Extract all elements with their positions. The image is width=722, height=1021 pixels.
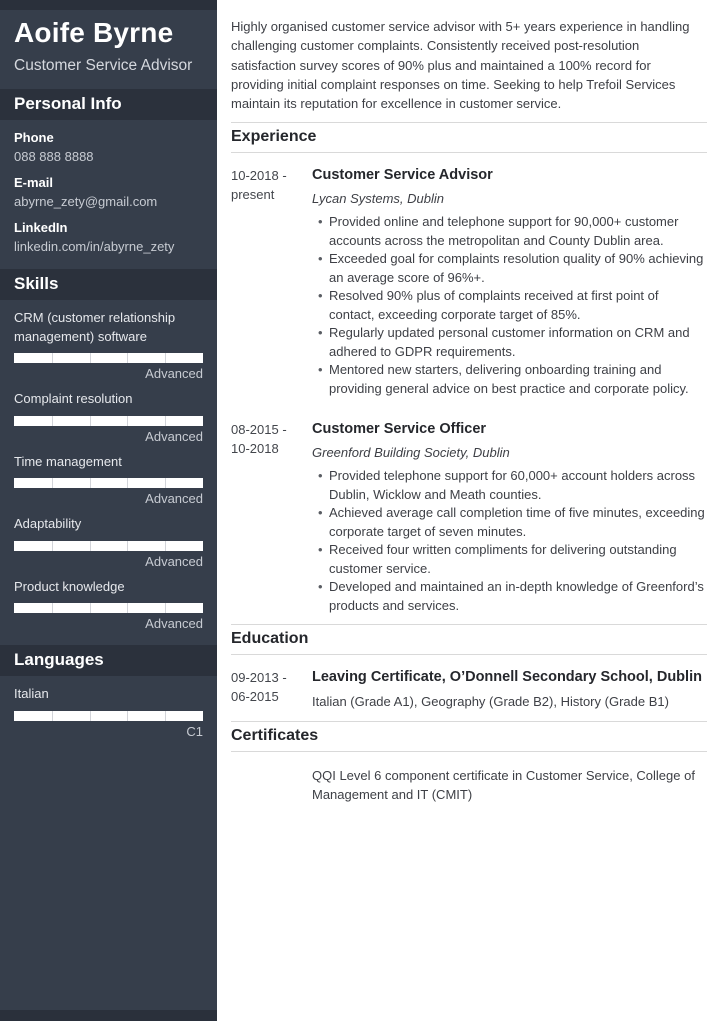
experience-entry xyxy=(231,153,707,407)
skill-name: Complaint resolution xyxy=(14,391,133,406)
experience-entry xyxy=(231,407,707,624)
language-level-label: C1 xyxy=(186,723,203,739)
bullet-item: • Received four written compliments for delivering outstanding customer service. xyxy=(329,541,707,578)
personal-info-list xyxy=(0,130,217,255)
contact-item-linkedin xyxy=(14,220,203,255)
certificate-text: QQI Level 6 component certificate in Customer Service, College of Management and IT (CMIT) xyxy=(312,767,695,803)
bullet-item: • Developed and maintained an in-depth knowledge of Greenford’s products and services. xyxy=(329,578,707,615)
bullet-item: • Exceeded goal for complaints resolution quality of 90% achieving an average score of 96%+. xyxy=(329,250,707,287)
language-item xyxy=(14,685,203,739)
section-education xyxy=(231,624,707,721)
skill-level-label: Advanced xyxy=(145,491,203,506)
skill-level-fill xyxy=(14,603,203,613)
entry-company: Greenford Building Society, Dublin xyxy=(312,445,510,461)
skill-level-label: Advanced xyxy=(145,616,203,631)
bullet-list xyxy=(312,213,707,398)
skills-heading: Skills xyxy=(0,269,217,300)
skill-level-bar xyxy=(14,603,203,613)
skill-item xyxy=(14,453,203,507)
languages-heading: Languages xyxy=(0,645,217,676)
section-experience xyxy=(231,122,707,624)
skill-level-label: Advanced xyxy=(145,553,203,569)
main-content xyxy=(217,0,722,1021)
languages-list xyxy=(0,685,217,739)
email-value: abyrne_zety@gmail.com xyxy=(14,194,158,209)
bullet-item: • Regularly updated personal customer information on CRM and adhered to GDPR requirements. xyxy=(329,324,707,361)
entry-dates-empty xyxy=(231,765,312,805)
linkedin-value: linkedin.com/in/abyrne_zety xyxy=(14,239,175,254)
entry-date-from: 10-2018 - xyxy=(231,168,287,184)
bullet-item: • Achieved average call completion time of five minutes, exceeding corporate target of seven minutes. xyxy=(329,504,707,541)
skill-item xyxy=(14,515,203,569)
education-entry xyxy=(231,655,707,721)
entry-dates xyxy=(231,420,312,615)
bullet-list xyxy=(312,467,707,615)
entry-title: Customer Service Advisor xyxy=(312,167,493,184)
skill-name: Adaptability xyxy=(14,516,82,531)
experience-heading: Experience xyxy=(231,122,707,153)
skill-name: Time management xyxy=(14,453,122,469)
entry-date-from: 09-2013 - xyxy=(231,670,287,686)
skill-name: CRM (customer relationship management) software xyxy=(14,310,176,344)
entry-date-to: present xyxy=(231,187,275,203)
personal-info-heading: Personal Info xyxy=(0,89,217,120)
entry-date-from: 08-2015 - xyxy=(231,422,287,438)
sidebar-bottom-edge xyxy=(0,1010,217,1021)
entry-title: Leaving Certificate, O’Donnell Secondary School, Dublin xyxy=(312,669,702,686)
skill-level-label: Advanced xyxy=(145,428,203,444)
skill-level-label: Advanced xyxy=(145,366,203,381)
skill-level-fill xyxy=(14,353,203,363)
skill-level-fill xyxy=(14,416,203,426)
section-certificates xyxy=(231,721,707,814)
language-level-fill xyxy=(14,711,203,721)
email-label: E-mail xyxy=(14,175,54,190)
entry-dates xyxy=(231,166,312,398)
certificates-heading: Certificates xyxy=(231,721,707,752)
certificate-entry xyxy=(231,752,707,814)
language-name: Italian xyxy=(14,686,49,701)
language-level-bar xyxy=(14,711,203,721)
bullet-item: • Resolved 90% plus of complaints received at first point of contact, exceeding corporate target of 85%. xyxy=(329,287,707,324)
entry-date-to: 10-2018 xyxy=(231,441,279,457)
contact-item-email xyxy=(14,175,203,210)
sidebar xyxy=(0,0,217,1021)
skill-level-bar xyxy=(14,541,203,551)
linkedin-label: LinkedIn xyxy=(14,220,68,235)
skill-item xyxy=(14,309,203,381)
entry-description: Italian (Grade A1), Geography (Grade B2), History (Grade B1) xyxy=(312,694,669,710)
skill-level-fill xyxy=(14,541,203,551)
contact-item-phone xyxy=(14,130,203,165)
skill-name: Product knowledge xyxy=(14,578,125,594)
summary-text: Highly organised customer service advisor with 5+ years experience in handling challenging customer complaints. Consistently received post-resolution satisfaction survey scores of 90% plus and maintained a 100% record for providing initial complaint responses on time. Seeking to help Trefoil Services maintain its reputation for excellence in customer service. xyxy=(231,19,690,112)
phone-value: 088 888 8888 xyxy=(14,149,94,164)
person-name: Aoife Byrne xyxy=(14,17,174,48)
entry-dates xyxy=(231,668,312,712)
phone-label: Phone xyxy=(14,130,54,145)
skills-list xyxy=(0,309,217,631)
skill-level-bar xyxy=(14,416,203,426)
skill-level-bar xyxy=(14,478,203,488)
entry-date-to: 06-2015 xyxy=(231,689,279,705)
bullet-item: • Mentored new starters, delivering onboarding training and providing general advice on best practice and corporate policy. xyxy=(329,361,707,398)
skill-item xyxy=(14,390,203,444)
person-title: Customer Service Advisor xyxy=(14,57,193,74)
skill-level-fill xyxy=(14,478,203,488)
sidebar-top-edge xyxy=(0,0,217,10)
bullet-item: • Provided online and telephone support for 90,000+ customer accounts across the metropolitan and County Dublin area. xyxy=(329,213,707,250)
bullet-item: • Provided telephone support for 60,000+ account holders across Dublin, Wicklow and Meath counties. xyxy=(329,467,707,504)
skill-level-bar xyxy=(14,353,203,363)
entry-company: Lycan Systems, Dublin xyxy=(312,191,444,207)
entry-title: Customer Service Officer xyxy=(312,421,487,438)
skill-item xyxy=(14,578,203,632)
education-heading: Education xyxy=(231,624,707,655)
